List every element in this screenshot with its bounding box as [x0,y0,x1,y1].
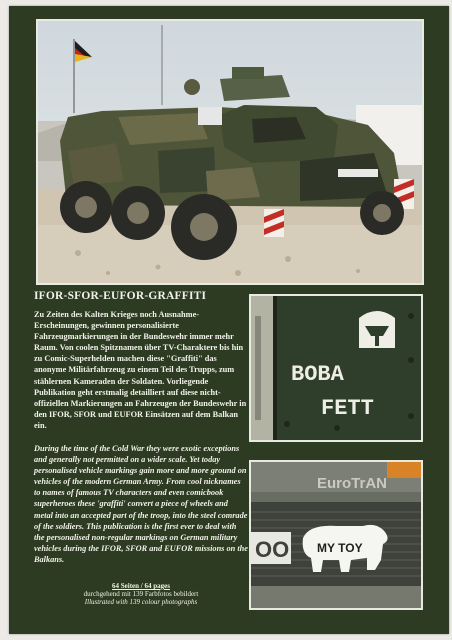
helmet-icon [359,311,395,348]
section-title: IFOR-SFOR-EUFOR-GRAFFITI [34,290,207,302]
back-cover [9,6,449,634]
book-details [34,582,248,607]
my-toy-panel-illustration [251,462,421,608]
fett-text: FETT [321,396,374,421]
boba-text: BOBA [291,362,344,387]
photo-count-english: Illustrated with 139 colour photographs [84,598,198,607]
my-toy-marking-photo [249,460,423,610]
my-toy-text: MY TOY [317,541,363,555]
page-count: 64 Seiten / 64 pages [112,582,170,590]
boba-fett-marking-photo [249,294,423,442]
partial-letters: OO [255,537,290,562]
description-english: During the time of the Cold War they were exotic exceptions and generally not permitted on a wider scale. Yet today personalised vehicle markings gain more and more ground on vehicles of the modern German Army. From cool nicknames to names of famous TV characters and even comicbook superheroes these 'graffiti' convert a piece of wheels and metal into an accepted part of the troop, into the steel comrade of the soldiers. This publication is the first ever to deal with the personalised non-regular markings on German military vehicles during the IFOR, SFOR and EUFOR missions on the Balkans. [34,444,248,564]
boba-fett-panel-illustration [251,296,421,440]
eurotran-logo: EuroTrAN [317,475,388,492]
description-german: Zu Zeiten des Kalten Krieges noch Ausnahme-Erscheinungen, gewinnen personalisierte Fahrzeugmarkierungen in der Bundeswehr immer mehr Raum. Von coolen Spitznamen über TV-Charaktere bis hin zu Comic-Superhelden machen diese "Graffiti" das anonyme Militärfahrzeug zu einem Teil des Trupps, zum stählernen Kameraden der Soldaten. Vorliegende Publikation geht erstmalig detailliert auf diese nicht-offiziellen Markierungen an Fahrzeugen der Bundeswehr in den IFOR, SFOR und EUFOR Einsätzen auf dem Balkan ein. [34,310,247,430]
armored-vehicle-illustration [38,21,422,283]
vehicle-photo [36,19,424,285]
photo-count-german: durchgehend mit 139 Farbfotos bebildert [83,590,199,599]
